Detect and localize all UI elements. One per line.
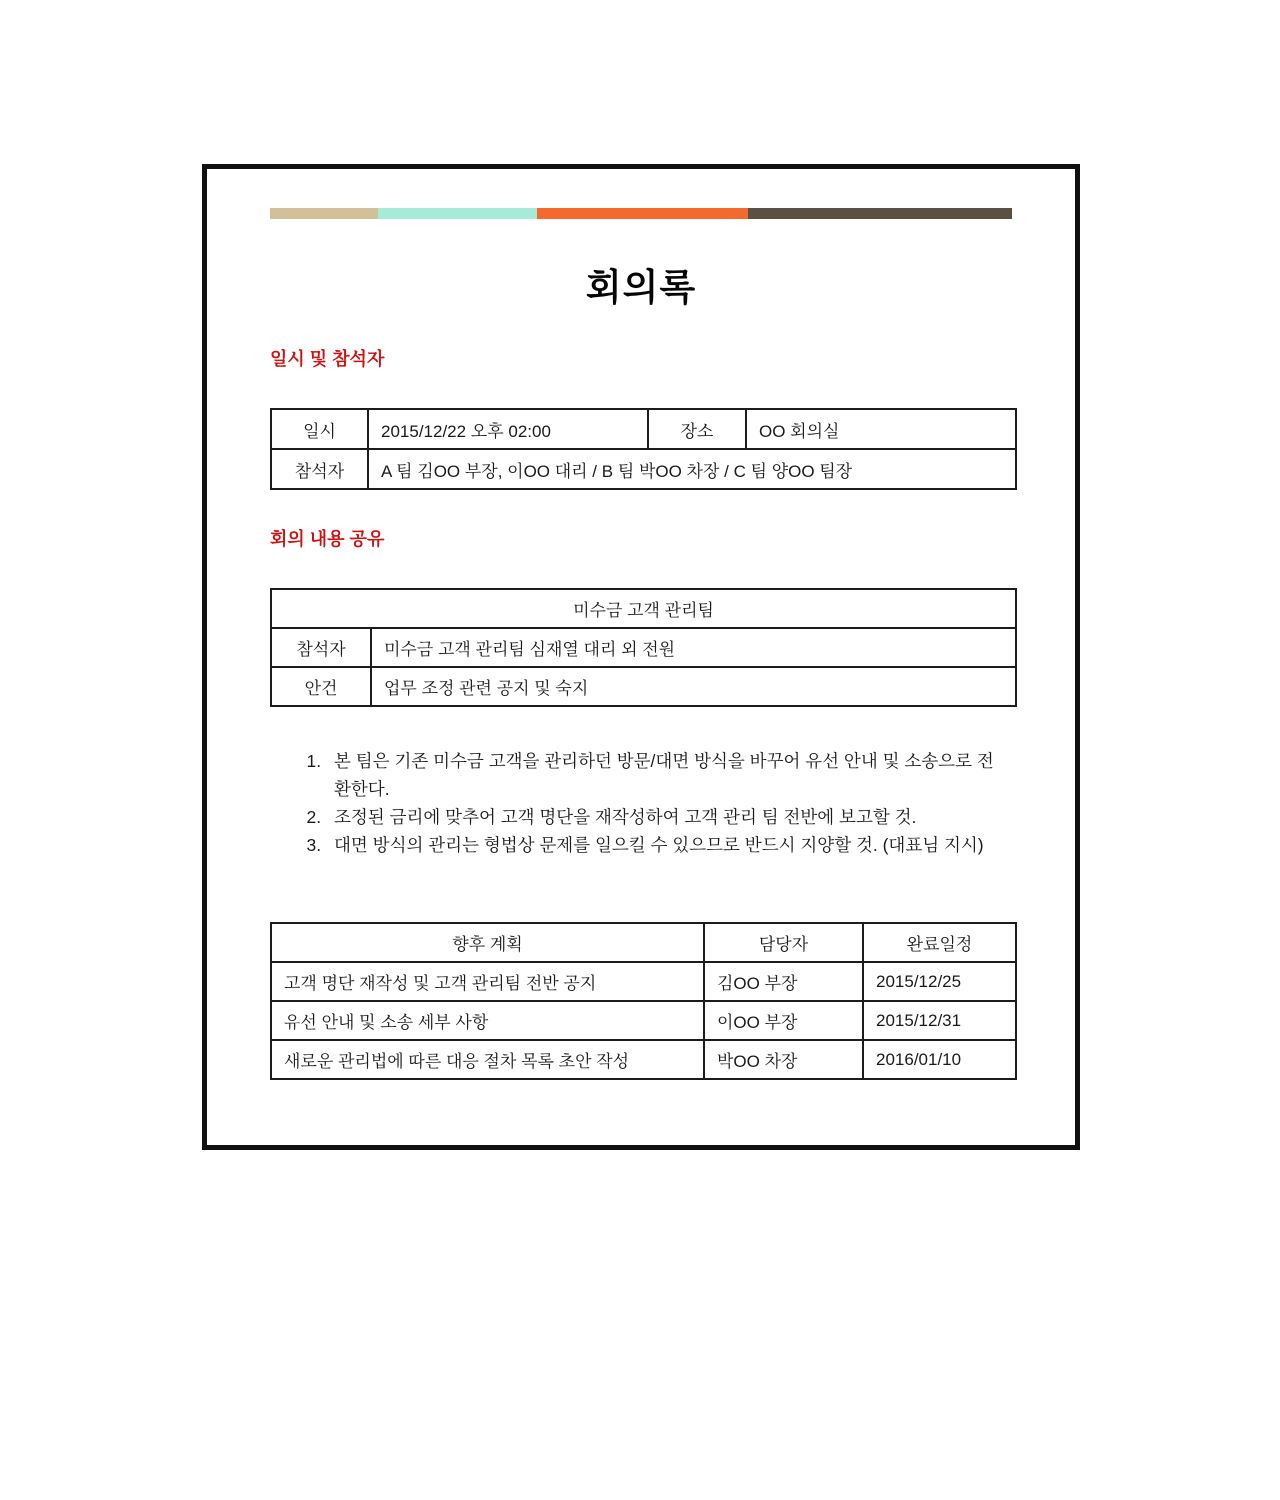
- agenda-value-cell: 업무 조정 관련 공지 및 숙지: [371, 667, 1016, 706]
- attendees-label-cell: 참석자: [271, 449, 368, 489]
- due-cell: 2016/01/10: [863, 1040, 1016, 1079]
- table-row: [271, 667, 1016, 706]
- table-row: [271, 628, 1016, 667]
- owner-header-cell: 담당자: [704, 923, 863, 962]
- task-cell: 고객 명단 재작성 및 고객 관리팀 전반 공지: [271, 962, 704, 1001]
- agenda-label-cell: 안건: [271, 667, 371, 706]
- list-item: 1. 본 팀은 기존 미수금 고객을 관리하던 방문/대면 방식을 바꾸어 유선 안내 및 소송으로 전환한다.: [326, 747, 1005, 803]
- table-row: [271, 1040, 1016, 1079]
- table-header-row: [271, 923, 1016, 962]
- attendees-value-cell: A 팀 김OO 부장, 이OO 대리 / B 팀 박OO 차장 / C 팀 양OO 팀장: [368, 449, 1016, 489]
- list-item: 3. 대면 방식의 관리는 형법상 문제를 일으킬 수 있으므로 반드시 지양할 것. (대표님 지시): [326, 831, 1005, 859]
- datetime-label-cell: 일시: [271, 409, 368, 449]
- task-cell: 유선 안내 및 소송 세부 사항: [271, 1001, 704, 1040]
- table-row: [271, 449, 1016, 489]
- team-table: [270, 588, 1017, 707]
- owner-cell: 김OO 부장: [704, 962, 863, 1001]
- attendance-table: [270, 408, 1017, 490]
- section-heading-sharing: 회의 내용 공유: [270, 529, 385, 549]
- due-header-cell: 완료일정: [863, 923, 1016, 962]
- minutes-list: [270, 747, 1005, 859]
- due-cell: 2015/12/25: [863, 962, 1016, 1001]
- section-heading-attendance: 일시 및 참석자: [270, 349, 385, 369]
- table-row: [271, 589, 1016, 628]
- table-row: [271, 1001, 1016, 1040]
- datetime-value-cell: 2015/12/22 오후 02:00: [368, 409, 648, 449]
- document-frame: [202, 164, 1080, 1150]
- list-item: 2. 조정된 금리에 맞추어 고객 명단을 재작성하여 고객 관리 팀 전반에 보고할 것.: [326, 803, 1005, 831]
- team-attendees-value-cell: 미수금 고객 관리팀 심재열 대리 외 전원: [371, 628, 1016, 667]
- owner-cell: 이OO 부장: [704, 1001, 863, 1040]
- due-cell: 2015/12/31: [863, 1001, 1016, 1040]
- table-row: [271, 409, 1016, 449]
- document-title: 회의록: [585, 267, 697, 308]
- decor-segment-brown: [748, 208, 1012, 219]
- decor-segment-tan: [270, 208, 378, 219]
- decor-segment-orange: [537, 208, 748, 219]
- owner-cell: 박OO 차장: [704, 1040, 863, 1079]
- task-cell: 새로운 관리법에 따른 대응 절차 목록 초안 작성: [271, 1040, 704, 1079]
- team-attendees-label-cell: 참석자: [271, 628, 371, 667]
- plan-header-cell: 향후 계획: [271, 923, 704, 962]
- location-label-cell: 장소: [648, 409, 746, 449]
- table-row: [271, 962, 1016, 1001]
- decor-segment-mint: [378, 208, 537, 219]
- decorative-color-bar: [270, 208, 1012, 219]
- location-value-cell: OO 회의실: [746, 409, 1016, 449]
- future-plan-table: [270, 922, 1017, 1080]
- team-title-cell: 미수금 고객 관리팀: [271, 589, 1016, 628]
